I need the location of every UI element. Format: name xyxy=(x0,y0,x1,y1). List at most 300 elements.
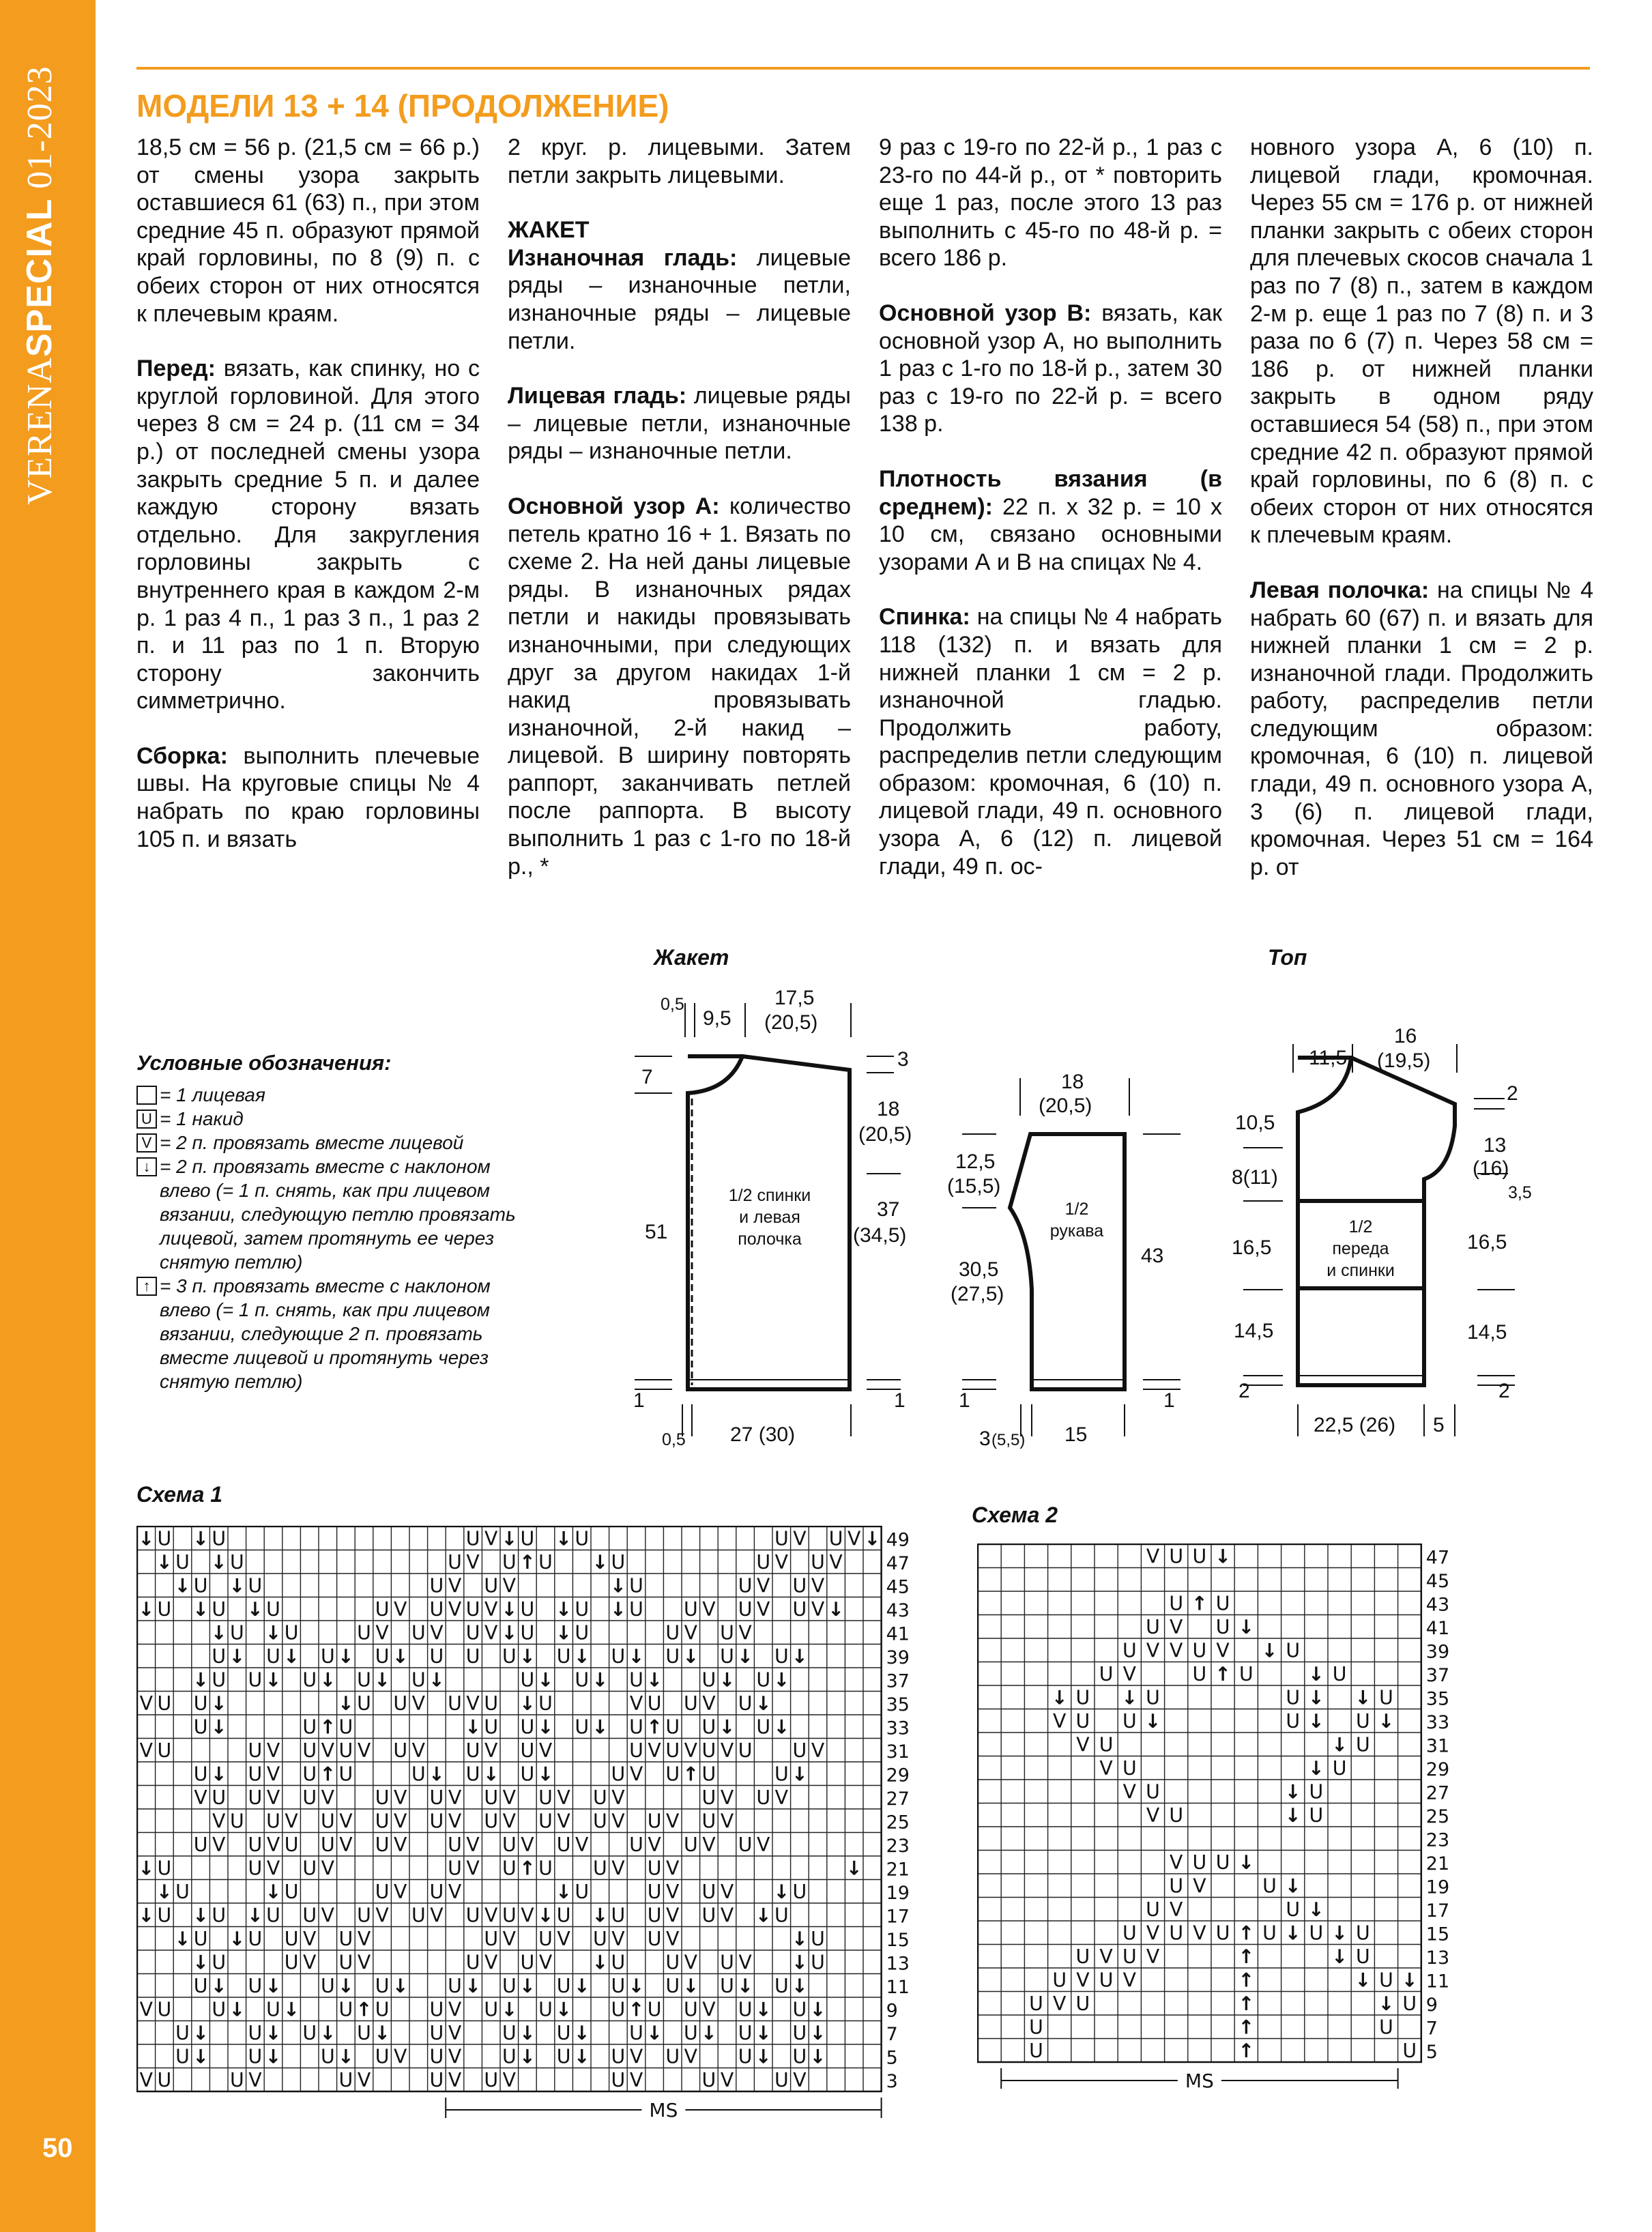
ssk-cell: ↓ xyxy=(628,1644,645,1668)
ssk-cell: ↓ xyxy=(1354,1686,1372,1709)
row-number: 45 xyxy=(886,1576,910,1598)
yarn-over-cell: U xyxy=(629,1574,643,1597)
k2tog-cell: V xyxy=(321,1904,334,1927)
yarn-over-cell: U xyxy=(429,1574,444,1597)
yarn-over-cell: U xyxy=(1169,1592,1184,1615)
ssk-cell: ↓ xyxy=(573,1974,590,1997)
yarn-over-cell: U xyxy=(647,1857,662,1880)
yarn-over-cell: U xyxy=(1122,1922,1137,1945)
yarn-over-cell: U xyxy=(212,1668,227,1692)
yarn-over-cell: U xyxy=(665,1951,680,1974)
k2tog-cell: V xyxy=(629,1763,643,1786)
yarn-over-cell: U xyxy=(448,1974,462,1997)
yarn-over-cell: U xyxy=(157,1857,172,1880)
ms-label: MS xyxy=(1185,2070,1214,2092)
yarn-over-cell: U xyxy=(338,1927,353,1950)
yarn-over-cell: U xyxy=(756,1668,771,1692)
sk2p-cell: ↑ xyxy=(519,1857,536,1880)
row-number: 11 xyxy=(886,1976,910,1998)
yarn-over-cell: U xyxy=(1379,2016,1393,2039)
row-number: 15 xyxy=(1425,1924,1450,1945)
yarn-over-cell: U xyxy=(1052,1969,1067,1992)
k2tog-cell: V xyxy=(684,2045,697,2068)
yarn-over-cell: U xyxy=(811,1550,825,1574)
yarn-over-cell: U xyxy=(1146,1615,1160,1638)
yarn-over-cell: U xyxy=(193,1574,208,1597)
yarn-over-cell: U xyxy=(1122,1756,1137,1780)
yarn-over-cell: U xyxy=(175,1550,190,1574)
ssk-cell: ↓ xyxy=(247,1904,263,1927)
legend-title: Условные обозначения: xyxy=(136,1051,392,1075)
yarn-over-cell: U xyxy=(338,1998,353,2021)
yarn-over-cell: U xyxy=(611,1998,626,2021)
k2tog-cell: V xyxy=(611,1786,625,1809)
yarn-over-cell: U xyxy=(1215,1615,1230,1638)
ssk-cell: ↓ xyxy=(429,1668,445,1692)
yarn-over-cell: U xyxy=(357,1621,371,1644)
dim-label: 17,5 xyxy=(774,987,815,1009)
dim-label: (20,5) xyxy=(764,1011,818,1034)
yarn-over-cell: U xyxy=(520,1621,535,1644)
k2tog-cell: V xyxy=(702,1692,716,1715)
yarn-over-cell: U xyxy=(248,1763,263,1786)
dim-label: (27,5) xyxy=(951,1283,1004,1305)
yarn-over-cell: U xyxy=(556,1833,571,1856)
ssk-cell: ↓ xyxy=(555,1527,572,1550)
row-number: 11 xyxy=(1425,1971,1450,1992)
ssk-cell: ↓ xyxy=(138,1597,155,1621)
yarn-over-cell: U xyxy=(1332,1662,1347,1685)
k2tog-cell: V xyxy=(502,1574,516,1597)
yarn-over-cell: U xyxy=(1215,1922,1230,1945)
yarn-over-cell: U xyxy=(429,1644,444,1668)
ssk-cell: ↓ xyxy=(555,1597,572,1621)
ssk-cell: ↓ xyxy=(1284,1780,1301,1803)
k2tog-cell: V xyxy=(411,1739,425,1762)
yarn-over-cell: U xyxy=(375,1597,390,1621)
dim-label: 16,5 xyxy=(1232,1236,1272,1259)
dim-label: 30,5 xyxy=(959,1258,999,1281)
schema1-chart xyxy=(136,1526,942,2167)
yarn-over-cell: U xyxy=(157,1692,172,1715)
yarn-over-cell: U xyxy=(665,2045,680,2068)
row-number: 21 xyxy=(1425,1853,1450,1874)
k2tog-cell: V xyxy=(629,1692,643,1715)
yarn-over-cell: U xyxy=(411,1668,426,1692)
k2tog-cell: V xyxy=(1122,1969,1136,1992)
ssk-cell: ↓ xyxy=(229,1927,246,1950)
ssk-cell: ↓ xyxy=(1308,1709,1324,1733)
k2tog-cell: V xyxy=(521,1833,534,1856)
yarn-over-cell: U xyxy=(1262,1922,1277,1945)
yarn-over-cell: U xyxy=(611,1763,626,1786)
sk2p-cell: ↑ xyxy=(319,1763,336,1786)
dim-label: 14,5 xyxy=(1467,1321,1507,1344)
k2tog-cell: V xyxy=(774,1786,788,1809)
ssk-cell: ↓ xyxy=(1378,1709,1395,1733)
legend-item: U = 1 накид xyxy=(136,1107,546,1131)
yarn-over-cell: U xyxy=(629,2021,643,2044)
yarn-over-cell: U xyxy=(375,1810,390,1833)
k2tog-cell: V xyxy=(1122,1780,1136,1803)
dim-label: 5 xyxy=(1433,1414,1445,1436)
k2tog-cell: V xyxy=(139,1998,153,2021)
yarn-over-cell: U xyxy=(1262,1874,1277,1898)
k2tog-cell: V xyxy=(139,1739,153,1762)
yarn-over-cell: U xyxy=(284,1880,299,1903)
yarn-over-cell: U xyxy=(575,1880,590,1903)
k2tog-cell: V xyxy=(466,1550,480,1574)
yarn-over-cell: U xyxy=(611,2068,626,2091)
yarn-over-cell: U xyxy=(429,1880,444,1903)
ssk-cell: ↓ xyxy=(1331,1945,1348,1968)
yarn-over-cell: U xyxy=(1029,2039,1043,2062)
yarn-over-cell: U xyxy=(375,1833,390,1856)
yarn-over-cell: U xyxy=(229,2068,244,2091)
k2tog-cell: V xyxy=(502,1810,516,1833)
k2tog-symbol-icon: V xyxy=(136,1133,157,1153)
yarn-over-cell: U xyxy=(212,1786,227,1809)
yarn-over-cell: U xyxy=(774,1974,789,1997)
top-piece-outline xyxy=(1298,1058,1455,1385)
yarn-over-cell: U xyxy=(229,1810,244,1833)
row-number: 45 xyxy=(1425,1570,1450,1592)
row-number: 15 xyxy=(886,1929,910,1951)
ssk-cell: ↓ xyxy=(755,1904,772,1927)
ssk-cell: ↓ xyxy=(210,1692,227,1715)
yarn-over-cell: U xyxy=(465,1644,480,1668)
yarn-over-cell: U xyxy=(375,1998,390,2021)
row-number: 17 xyxy=(1425,1900,1450,1922)
ssk-cell: ↓ xyxy=(792,1927,808,1950)
yarn-over-cell: U xyxy=(520,1527,535,1550)
yarn-over-cell: U xyxy=(502,2045,517,2068)
k2tog-cell: V xyxy=(1146,1922,1160,1945)
row-number: 19 xyxy=(886,1882,910,1904)
row-number: 13 xyxy=(886,1953,910,1975)
k2tog-cell: V xyxy=(757,1833,770,1856)
yarn-over-cell: U xyxy=(1286,1709,1301,1733)
yarn-over-cell: U xyxy=(611,1951,626,1974)
yarn-over-cell: U xyxy=(229,1550,244,1574)
row-number: 47 xyxy=(886,1552,910,1574)
k2tog-cell: V xyxy=(557,1927,570,1950)
yarn-over-cell: U xyxy=(1286,1686,1301,1709)
yarn-over-cell: U xyxy=(1192,1851,1207,1874)
k2tog-cell: V xyxy=(829,1550,843,1574)
row-number: 19 xyxy=(1425,1876,1450,1898)
ssk-cell: ↓ xyxy=(573,2045,590,2068)
yarn-over-cell: U xyxy=(502,1550,517,1574)
k2tog-cell: V xyxy=(394,2045,407,2068)
row-number: 7 xyxy=(1425,2018,1438,2040)
yarn-over-cell: U xyxy=(320,1833,335,1856)
k2tog-cell: V xyxy=(720,2068,734,2091)
ssk-cell: ↓ xyxy=(465,1715,481,1739)
ssk-cell: ↓ xyxy=(519,1692,536,1715)
yarn-over-cell: U xyxy=(157,1998,172,2021)
row-number: 13 xyxy=(1425,1947,1450,1969)
k2tog-cell: V xyxy=(1216,1639,1230,1662)
yarn-over-cell: U xyxy=(792,1739,807,1762)
ssk-cell: ↓ xyxy=(229,1998,246,2021)
yarn-over-cell: U xyxy=(302,1668,317,1692)
k2tog-cell: V xyxy=(484,1597,498,1621)
ssk-cell: ↓ xyxy=(1284,1874,1301,1898)
yarn-over-cell: U xyxy=(1099,1969,1114,1992)
row-number: 49 xyxy=(886,1529,910,1551)
yarn-over-cell: U xyxy=(193,1692,208,1715)
yarn-over-cell: U xyxy=(1146,1898,1160,1921)
paragraph: Плотность вязания (в среднем): 22 п. х 32 р. = 10 х 10 см, связано основными узорами А и В на спицах № 4. xyxy=(879,465,1222,575)
ssk-cell: ↓ xyxy=(283,1998,300,2021)
k2tog-cell: V xyxy=(1146,1945,1160,1968)
k2tog-cell: V xyxy=(1076,1733,1090,1756)
ssk-cell: ↓ xyxy=(1401,1969,1418,1992)
yarn-over-cell: U xyxy=(302,1857,317,1880)
dim-label: 10,5 xyxy=(1235,1112,1275,1134)
k2tog-cell: V xyxy=(1053,1709,1067,1733)
ssk-cell: ↓ xyxy=(192,1597,209,1621)
ssk-cell: ↓ xyxy=(210,1550,227,1574)
k2tog-cell: V xyxy=(266,1739,280,1762)
k2tog-cell: V xyxy=(557,1810,570,1833)
row-number: 31 xyxy=(1425,1735,1450,1757)
k2tog-cell: V xyxy=(611,1810,625,1833)
yarn-over-cell: U xyxy=(575,1597,590,1621)
k2tog-cell: V xyxy=(303,1951,317,1974)
yarn-over-symbol-icon: U xyxy=(136,1110,157,1129)
row-number: 33 xyxy=(886,1718,910,1739)
yarn-over-cell: U xyxy=(320,1810,335,1833)
ssk-cell: ↓ xyxy=(792,1763,808,1786)
yarn-over-cell: U xyxy=(683,1998,698,2021)
k2tog-cell: V xyxy=(357,1739,371,1762)
k2tog-cell: V xyxy=(430,1904,444,1927)
k2tog-cell: V xyxy=(1099,1945,1113,1968)
paragraph: 9 раз с 19-го по 22-й р., 1 раз с 23-го по 44-й р., от * повторить еще 1 раз, после этого 13 раз выполнить с 45-го по 48-й р. = всего 186 р. xyxy=(879,134,1222,272)
k2tog-cell: V xyxy=(720,1880,734,1903)
row-number: 25 xyxy=(1425,1806,1450,1827)
ssk-cell: ↓ xyxy=(755,1692,772,1715)
k2tog-cell: V xyxy=(1193,1874,1206,1898)
yarn-over-cell: U xyxy=(538,1998,553,2021)
yarn-over-cell: U xyxy=(338,1739,353,1762)
ssk-cell: ↓ xyxy=(138,1527,155,1550)
yarn-over-cell: U xyxy=(520,1597,535,1621)
yarn-over-cell: U xyxy=(302,1739,317,1762)
yarn-over-cell: U xyxy=(1146,1686,1160,1709)
ssk-cell: ↓ xyxy=(682,1974,699,1997)
k2tog-cell: V xyxy=(411,1692,425,1715)
k2tog-cell: V xyxy=(139,2068,153,2091)
dim-label: 0,5 xyxy=(662,1430,686,1449)
yarn-over-cell: U xyxy=(1029,2016,1043,2039)
yarn-over-cell: U xyxy=(502,1904,517,1927)
ssk-cell: ↓ xyxy=(537,1668,554,1692)
dim-label: 15 xyxy=(1064,1423,1088,1446)
yarn-over-cell: U xyxy=(229,1621,244,1644)
k2tog-cell: V xyxy=(629,2068,643,2091)
k2tog-cell: V xyxy=(266,1833,280,1856)
yarn-over-cell: U xyxy=(157,2068,172,2091)
ssk-cell: ↓ xyxy=(682,1644,699,1668)
dim-label: 0,5 xyxy=(661,995,684,1014)
yarn-over-cell: U xyxy=(212,1644,227,1668)
k2tog-cell: V xyxy=(139,1692,153,1715)
yarn-over-cell: U xyxy=(1099,1662,1114,1685)
ssk-cell: ↓ xyxy=(392,1974,409,1997)
yarn-over-cell: U xyxy=(629,1668,643,1692)
yarn-over-cell: U xyxy=(738,1574,753,1597)
ssk-cell: ↓ xyxy=(501,1998,518,2021)
k2tog-cell: V xyxy=(394,1786,407,1809)
row-number: 27 xyxy=(1425,1782,1450,1804)
k2tog-cell: V xyxy=(321,1739,334,1762)
k2tog-cell: V xyxy=(484,1527,498,1550)
yarn-over-cell: U xyxy=(738,1739,753,1762)
yarn-over-cell: U xyxy=(1169,1922,1184,1945)
yarn-over-cell: U xyxy=(248,1974,263,1997)
ssk-cell: ↓ xyxy=(1144,1709,1161,1733)
row-number: 31 xyxy=(886,1741,910,1763)
row-number: 33 xyxy=(1425,1711,1450,1733)
paragraph: Изнаночная гладь: лицевые ряды – изнаночные петли, изнаночные ряды – лицевые петли. xyxy=(508,244,851,354)
dim-label: 1 xyxy=(633,1389,645,1412)
yarn-over-cell: U xyxy=(175,2045,190,2068)
yarn-over-cell: U xyxy=(611,1644,626,1668)
yarn-over-cell: U xyxy=(302,1715,317,1739)
k2tog-cell: V xyxy=(448,1880,462,1903)
yarn-over-cell: U xyxy=(212,1597,227,1621)
yarn-over-cell: U xyxy=(629,1715,643,1739)
ssk-cell: ↓ xyxy=(482,1763,499,1786)
yarn-over-cell: U xyxy=(1192,1639,1207,1662)
k2tog-cell: V xyxy=(448,1998,462,2021)
yarn-over-cell: U xyxy=(448,1857,462,1880)
yarn-over-cell: U xyxy=(302,1904,317,1927)
sk2p-cell: ↑ xyxy=(1238,2016,1255,2039)
k2tog-cell: V xyxy=(448,1810,462,1833)
yarn-over-cell: U xyxy=(683,1692,698,1715)
section-title: МОДЕЛИ 13 + 14 (ПРОДОЛЖЕНИЕ) xyxy=(136,88,669,124)
ssk-cell: ↓ xyxy=(737,1644,753,1668)
k2tog-cell: V xyxy=(575,1833,589,1856)
yarn-over-cell: U xyxy=(320,1644,335,1668)
dim-label: 51 xyxy=(645,1221,668,1243)
yarn-over-cell: U xyxy=(774,1644,789,1668)
row-number: 43 xyxy=(886,1599,910,1621)
yarn-over-cell: U xyxy=(1075,1945,1090,1968)
ssk-cell: ↓ xyxy=(864,1527,881,1550)
ssk-cell: ↓ xyxy=(1121,1686,1138,1709)
yarn-over-cell: U xyxy=(248,1668,263,1692)
k2tog-cell: V xyxy=(448,1597,462,1621)
yarn-over-cell: U xyxy=(193,1927,208,1950)
yarn-over-cell: U xyxy=(538,1786,553,1809)
yarn-over-cell: U xyxy=(338,2068,353,2091)
yarn-over-cell: U xyxy=(1075,1992,1090,2015)
k2tog-cell: V xyxy=(448,1786,462,1809)
ssk-cell: ↓ xyxy=(138,1857,155,1880)
ssk-cell: ↓ xyxy=(265,1974,282,1997)
yarn-over-cell: U xyxy=(484,1810,499,1833)
ssk-cell: ↓ xyxy=(719,1715,736,1739)
ssk-cell: ↓ xyxy=(319,2021,336,2044)
dim-label: 18 xyxy=(877,1098,900,1120)
ms-label: MS xyxy=(649,2099,678,2121)
k2tog-cell: V xyxy=(611,1927,625,1950)
ssk-cell: ↓ xyxy=(338,1692,354,1715)
row-number: 5 xyxy=(1425,2041,1438,2063)
ssk-cell: ↓ xyxy=(809,2021,826,2044)
sk2p-cell: ↑ xyxy=(1238,1922,1255,1945)
paragraph: Левая полочка: на спицы № 4 набрать 60 (67) п. и вязать для нижней планки 1 см = 2 р. изнаночной глади. Продолжить работу, распределив петли следующим образом: кромочная, 6 (10) п. лицевой глади, 49 п. основного узора А, 3 (6) п. лицевой глади, кромочная. Через 51 см = 164 р. от xyxy=(1250,577,1593,880)
yarn-over-cell: U xyxy=(157,1597,172,1621)
k2tog-cell: V xyxy=(357,1951,371,1974)
k2tog-cell: V xyxy=(484,1739,498,1762)
ssk-cell: ↓ xyxy=(845,1857,863,1880)
ssk-cell: ↓ xyxy=(573,2021,590,2044)
yarn-over-cell: U xyxy=(248,1927,263,1950)
paragraph: Спинка: на спицы № 4 набрать 118 (132) п. и вязать для нижней планки 1 см = 2 р. изнаночной гладью. Продолжить работу, распределив петли следующим образом: кромочная, 6 (10) п. лицевой глади, 49 п. основного узора А, 6 (12) п. лицевой глади, 49 п. ос- xyxy=(879,604,1222,880)
yarn-over-cell: U xyxy=(701,1668,716,1692)
sleeve-outline xyxy=(1010,1134,1125,1389)
yarn-over-cell: U xyxy=(720,1644,734,1668)
yarn-over-cell: U xyxy=(338,1715,353,1739)
yarn-over-cell: U xyxy=(647,1810,662,1833)
yarn-over-cell: U xyxy=(465,1739,480,1762)
yarn-over-cell: U xyxy=(484,2068,499,2091)
ssk-cell: ↓ xyxy=(792,1974,808,1997)
dim-label: (16) xyxy=(1473,1157,1509,1180)
yarn-over-cell: U xyxy=(157,1739,172,1762)
yarn-over-cell: U xyxy=(1075,1686,1090,1709)
ssk-cell: ↓ xyxy=(501,1621,518,1644)
k2tog-cell: V xyxy=(1170,1615,1183,1638)
yarn-over-cell: U xyxy=(393,1739,408,1762)
piece-label: 1/2 xyxy=(1348,1217,1373,1236)
yarn-over-cell: U xyxy=(1099,1733,1114,1756)
dim-label: 2 xyxy=(1238,1380,1250,1402)
schema1-title: Схема 1 xyxy=(136,1482,223,1507)
row-number: 27 xyxy=(886,1788,910,1810)
k2tog-cell: V xyxy=(448,2068,462,2091)
ssk-cell: ↓ xyxy=(210,1621,227,1644)
k2tog-cell: V xyxy=(339,1833,353,1856)
dim-label: 22,5 (26) xyxy=(1314,1414,1396,1436)
k2tog-cell: V xyxy=(466,1857,480,1880)
yarn-over-cell: U xyxy=(575,1527,590,1550)
yarn-over-cell: U xyxy=(1215,1851,1230,1874)
yarn-over-cell: U xyxy=(429,2045,444,2068)
k2tog-cell: V xyxy=(793,1527,807,1550)
yarn-over-cell: U xyxy=(157,1904,172,1927)
k2tog-cell: V xyxy=(357,2068,371,2091)
yarn-over-cell: U xyxy=(738,1692,753,1715)
yarn-over-cell: U xyxy=(502,1833,517,1856)
yarn-over-cell: U xyxy=(502,2021,517,2044)
ssk-cell: ↓ xyxy=(628,1974,645,1997)
k2tog-cell: V xyxy=(538,1739,553,1762)
ssk-cell: ↓ xyxy=(1354,1969,1372,1992)
k2tog-cell: V xyxy=(1053,1992,1067,2015)
row-number: 43 xyxy=(1425,1594,1450,1616)
yarn-over-cell: U xyxy=(248,2021,263,2044)
yarn-over-cell: U xyxy=(792,2045,807,2068)
yarn-over-cell: U xyxy=(701,1880,716,1903)
ssk-cell: ↓ xyxy=(737,1974,753,1997)
